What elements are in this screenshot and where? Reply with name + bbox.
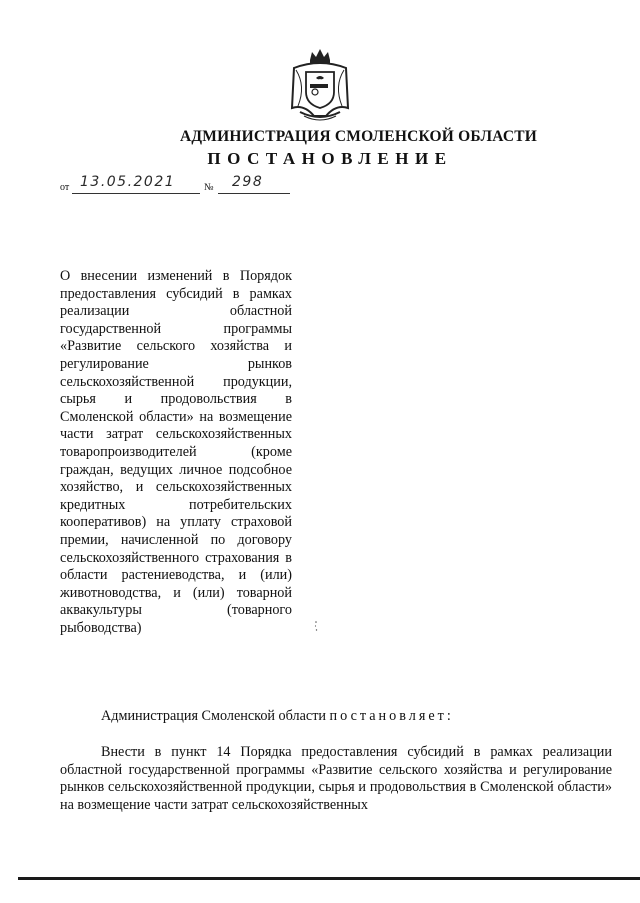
number-underline bbox=[218, 193, 290, 194]
number-prefix: № bbox=[204, 182, 214, 193]
page-bottom-edge bbox=[18, 877, 640, 880]
coat-of-arms-icon bbox=[286, 46, 354, 126]
scan-speck-icon bbox=[314, 620, 318, 634]
date-underline bbox=[72, 193, 200, 194]
decree-line bbox=[101, 708, 454, 725]
decree-subject: Администрация Смоленской области bbox=[101, 708, 326, 724]
date-prefix: от bbox=[60, 182, 70, 193]
document-type-title: ПОСТАНОВЛЕНИЕ bbox=[207, 149, 453, 168]
registration-date: 13.05.2021 bbox=[80, 174, 176, 190]
registration-row bbox=[60, 176, 300, 196]
body-paragraph: Внести в пункт 14 Порядка предоставления субсидий в рамках реализации областной государственной программы «Развитие сельского хозяйства и регулирование рынков сельскохозяйственной продукции, сырья и продовольствия в Смоленской области» на возмещение части затрат сельскохозяйственных bbox=[60, 744, 612, 813]
registration-number: 298 bbox=[232, 174, 264, 190]
decree-verb: постановляет: bbox=[329, 708, 454, 724]
document-subject: О внесении изменений в Порядок предоставления субсидий в рамках реализации областной государственной программы «Развитие сельского хозяйства и регулирование рынков сельскохозяйственной продукции, сырья и продовольствия в Смоленской области» на возмещение части затрат сельскохозяйственных товаропроизводителей (кроме граждан, ведущих личное подсобное хозяйство, и сельскохозяйственных кредитных потребительских кооперативов) на уплату страховой премии, начисленной по договору сельскохозяйственного страхования в области растениеводства, и (или) животноводства, и (или) товарной аквакультуры (товарного рыбоводства) bbox=[60, 268, 292, 636]
organization-title: АДМИНИСТРАЦИЯ СМОЛЕНСКОЙ ОБЛАСТИ bbox=[180, 128, 538, 145]
